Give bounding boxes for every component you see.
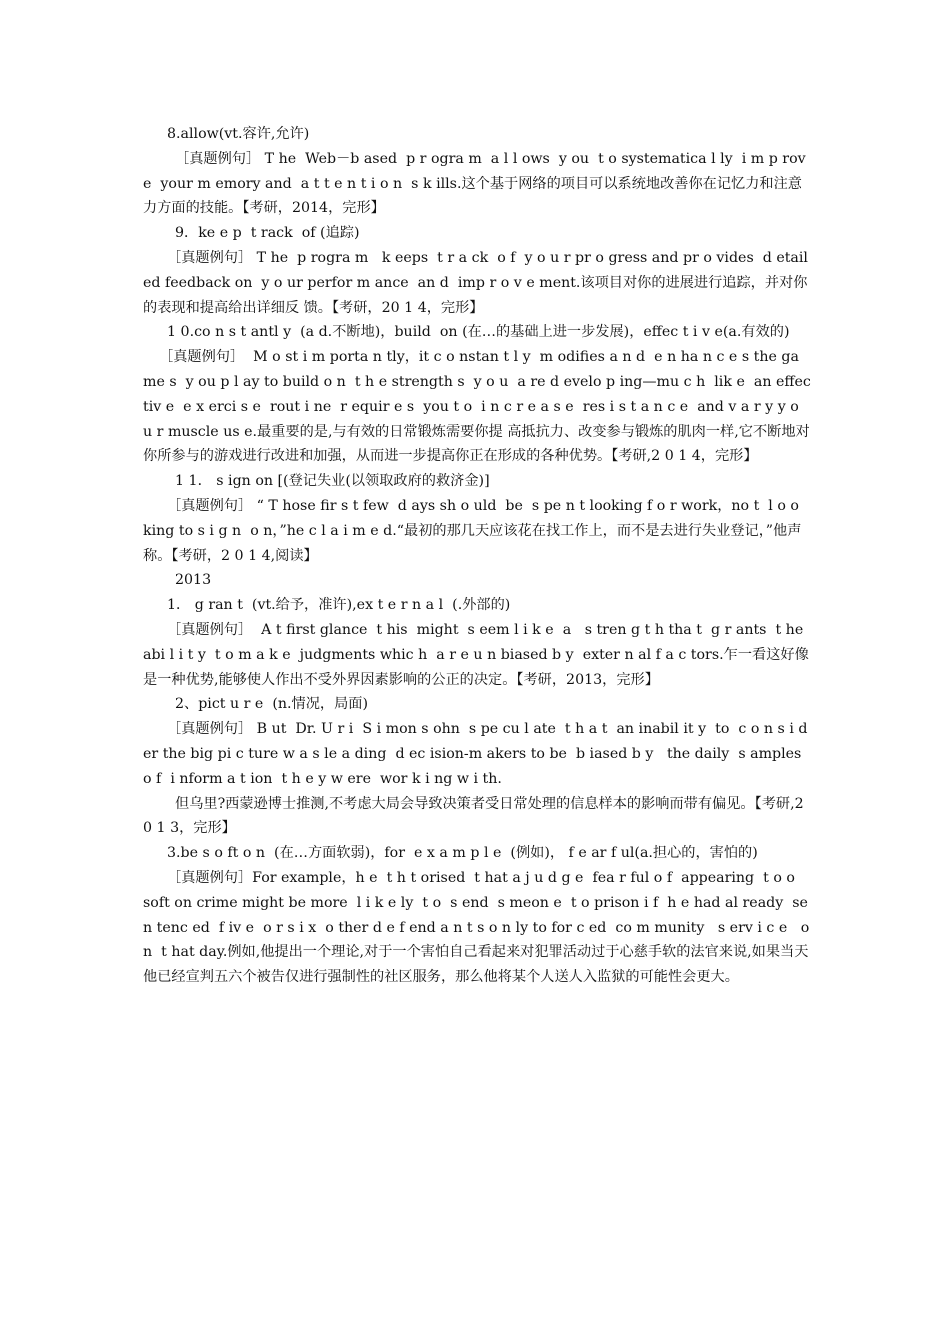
- example-sentence-keep-track-of: ［真题例句］ T he p rogra m k eeps t r a ck o f y o u r pr o gress and pr o vides d etailed feedback on y o ur perfor m ance an d imp r o v e ment.该项目对你的进展进行追踪，并对你的表现和提高给出详细反 馈。【考研，20 1 4，完形】: [143, 249, 808, 316]
- year-heading: 2013: [175, 572, 212, 589]
- example-sentence-sign-on: ［真题例句］ “ T hose fir s t few d ays sh o uld be s pe n t looking f o r work，no t l o o king to s i g n o n，”he c l a i m e d.“最初的那几天应该花在找工作上，而不是去进行失业登记，”他声称。【考研，2 0 1 4,阅读】: [143, 497, 804, 564]
- vocab-heading-keep-track-of: 9．ke e p t rack of (追踪): [175, 225, 360, 242]
- vocab-heading-constantly: 1 0.co n s t antl y (a d.不断地)，build on (在…的基础上进一步发展)，effec t i v e(a.有效的): [167, 324, 790, 341]
- example-sentence-be-soft-on: ［真题例句］For example，h e t h t orised t hat a j u d g e fea r ful o f appearing t o o soft on crime might be more l i k e ly t o s end s meon e t o prison i f h e had al ready sen tenc ed f iv e o r s i x o ther d e f end a n t s o n ly to for c ed co m munity s erv i c e on t hat day.例如,他提出一个理论,对于一个害怕自己看起来对犯罪活动过于心慈手软的法官来说,如果当天他已经宣判五六个被告仅进行强制性的社区服务，那么他将某个人送人入监狱的可能性会更大。: [143, 869, 810, 986]
- vocab-heading-allow: 8.allow(vt.容许,允许): [167, 126, 310, 142]
- vocab-heading-sign-on: 1 1． s ign on [(登记失业(以领取政府的救济金)]: [175, 473, 490, 490]
- example-sentence-grant: ［真题例句］ A t first glance t his might s eem l i k e a s tren g t h tha t g r ants t he abi l i t y t o m a k e judgments whic h a r e u n biased b y exter n al f a c tors.乍一看这好像是一种优势,能够使人作出不受外界因素影响的公正的决定。【考研，2013，完形】: [143, 621, 813, 688]
- translation-picture: 但乌里?西蒙逊博士推测,不考虑大局会导致决策者受日常处理的信息样本的影响而带有偏见。【考研,20 1 3，完形】: [143, 795, 804, 837]
- vocab-heading-picture: 2、pict u r e (n.情况，局面): [175, 696, 369, 713]
- example-sentence-picture: ［真题例句］ B ut Dr. U r i S i mon s ohn s pe cu l ate t h a t an inabil it y to c o n s i der the big pi c ture w a s le a ding d ec ision-m akers to be b iased b y the daily s amples o f i nform a t ion t h e y w ere wor k i ng w i th.: [143, 721, 808, 787]
- example-sentence-allow: ［真题例句］ T he Web－b ased p r ogra m a l l ows y ou t o systematica l ly i m p rove your m emory and a t t e n t i o n s k ills.这个基于网络的项目可以系统地改善你在记忆力和注意力方面的技能。【考研，2014，完形】: [143, 150, 806, 217]
- vocab-heading-be-soft-on: 3.be s o ft o n (在…方面软弱)，for e x a m p l e (例如)， f e ar f ul(a.担心的，害怕的): [167, 845, 758, 862]
- example-sentence-constantly: ［真题例句］ M o st i m porta n tly，it c o nstan t l y m odifies a n d e n ha n c e s the game s y ou p l ay to build o n t h e strength s y o u a re d evelo p ing—mu c h lik e an effectiv e e x erci s e rout i ne r equir e s you t o i n c r e a s e res i s t a n c e and v a r y y o u r muscle us e.最重要的是,与有效的日常锻炼需要你提 高抵抗力、改变参与锻炼的肌肉一样,它不断地对你所参与的游戏进行改进和加强，从而进一步提高你正在形成的各种优势。【考研,2 0 1 4，完形】: [143, 349, 811, 465]
- document-page: [143, 122, 811, 990]
- vocab-heading-grant: 1． g ran t (vt.给予，准许),ex t e r n a l (.外部的): [167, 597, 511, 614]
